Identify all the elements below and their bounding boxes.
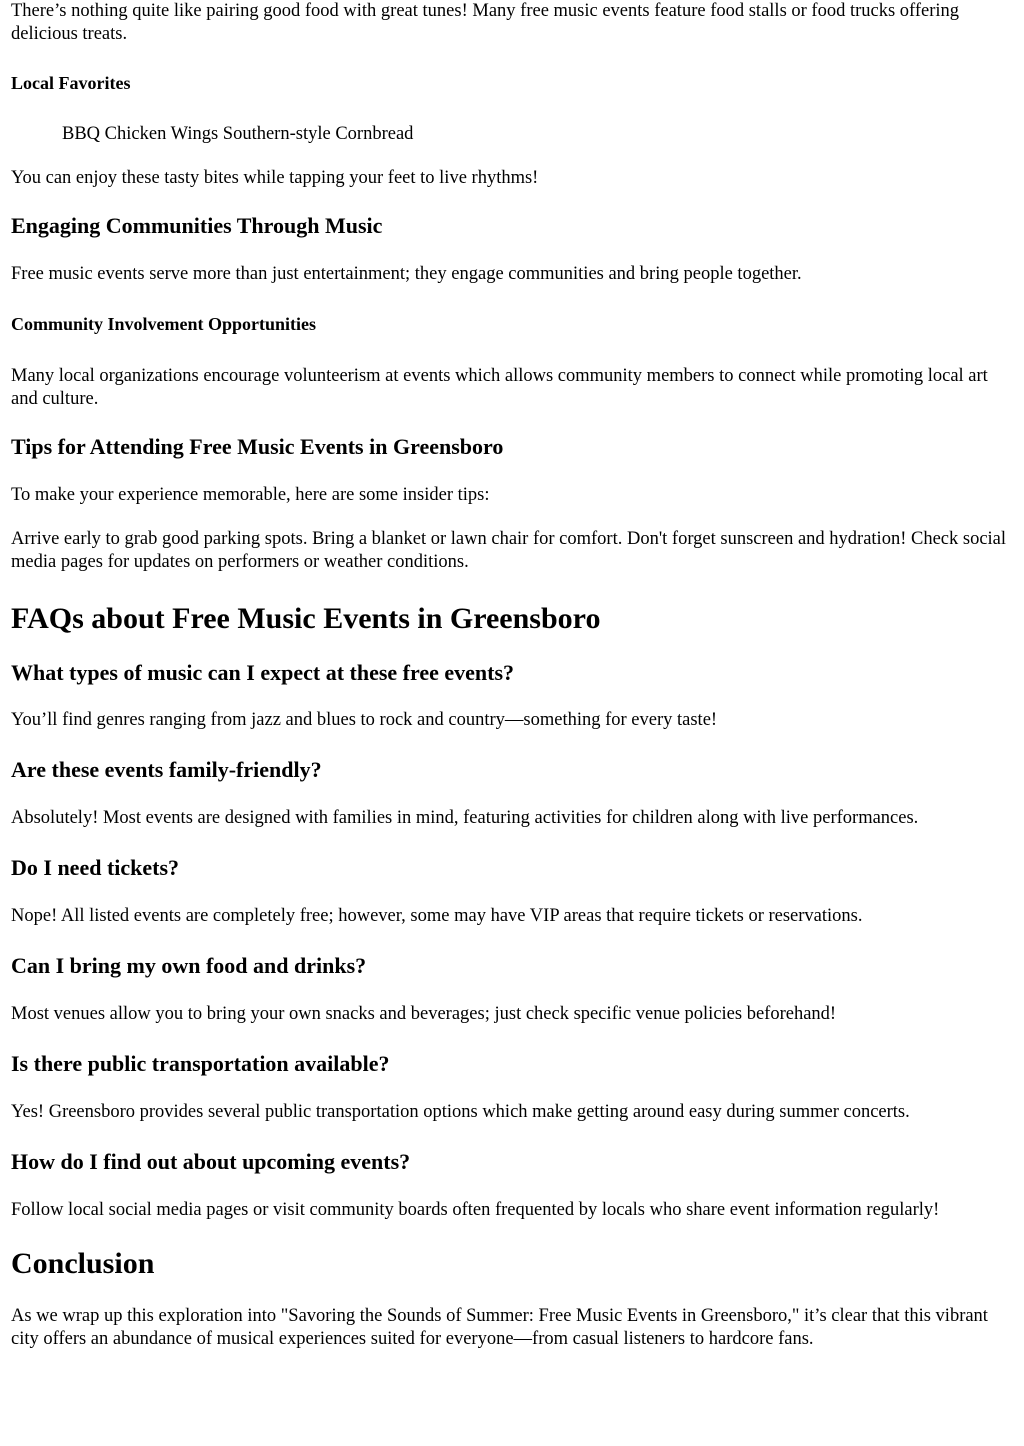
- faq-question: Do I need tickets?: [11, 855, 180, 880]
- tips-list: Arrive early to grab good parking spots. Bring a blanket or lawn chair for comfort. Don't forget sunscreen and hydration! Check social media pages for updates on performers or weather conditions.: [11, 529, 1007, 572]
- intro-paragraph: There’s nothing quite like pairing good food with great tunes! Many free music events feature food stalls or food trucks offering delicious treats.: [11, 1, 960, 44]
- faq-answer: Nope! All listed events are completely free; however, some may have VIP areas that require tickets or reservations.: [11, 906, 863, 926]
- faq-answer: Follow local social media pages or visit community boards often frequented by locals who share event information regularly!: [11, 1200, 940, 1220]
- conclusion-paragraph: As we wrap up this exploration into "Savoring the Sounds of Summer: Free Music Events in Greensboro," it’s clear that this vibrant city offers an abundance of musical experiences suited for everyone—from casual listeners to hardcore fans.: [11, 1306, 988, 1349]
- faq-answer: Yes! Greensboro provides several public transportation options which make getting around easy during summer concerts.: [11, 1102, 910, 1122]
- faq-question: How do I find out about upcoming events?: [11, 1149, 411, 1174]
- local-favorites-note: You can enjoy these tasty bites while tapping your feet to live rhythms!: [11, 168, 539, 188]
- engaging-heading: Engaging Communities Through Music: [11, 213, 383, 238]
- community-paragraph: Many local organizations encourage volunteerism at events which allows community members to connect while promoting local art and culture.: [11, 366, 988, 409]
- faq-question: Can I bring my own food and drinks?: [11, 953, 367, 978]
- faq-answer: Most venues allow you to bring your own snacks and beverages; just check specific venue policies beforehand!: [11, 1004, 837, 1024]
- engaging-paragraph: Free music events serve more than just entertainment; they engage communities and bring people together.: [11, 264, 802, 284]
- tips-heading: Tips for Attending Free Music Events in Greensboro: [11, 434, 504, 459]
- community-heading: Community Involvement Opportunities: [11, 314, 317, 334]
- faq-question: Are these events family-friendly?: [11, 757, 322, 782]
- local-favorites-heading: Local Favorites: [11, 73, 131, 93]
- faq-answer: You’ll find genres ranging from jazz and blues to rock and country—something for every taste!: [11, 710, 718, 730]
- faq-question: Is there public transportation available?: [11, 1051, 390, 1076]
- faq-question: What types of music can I expect at these free events?: [11, 660, 515, 685]
- tips-intro: To make your experience memorable, here are some insider tips:: [11, 485, 490, 505]
- local-favorites-list: BBQ Chicken Wings Southern-style Cornbread: [62, 124, 414, 144]
- faqs-heading: FAQs about Free Music Events in Greensboro: [11, 602, 601, 635]
- faq-answer: Absolutely! Most events are designed with families in mind, featuring activities for children along with live performances.: [11, 808, 919, 828]
- conclusion-heading: Conclusion: [11, 1247, 155, 1280]
